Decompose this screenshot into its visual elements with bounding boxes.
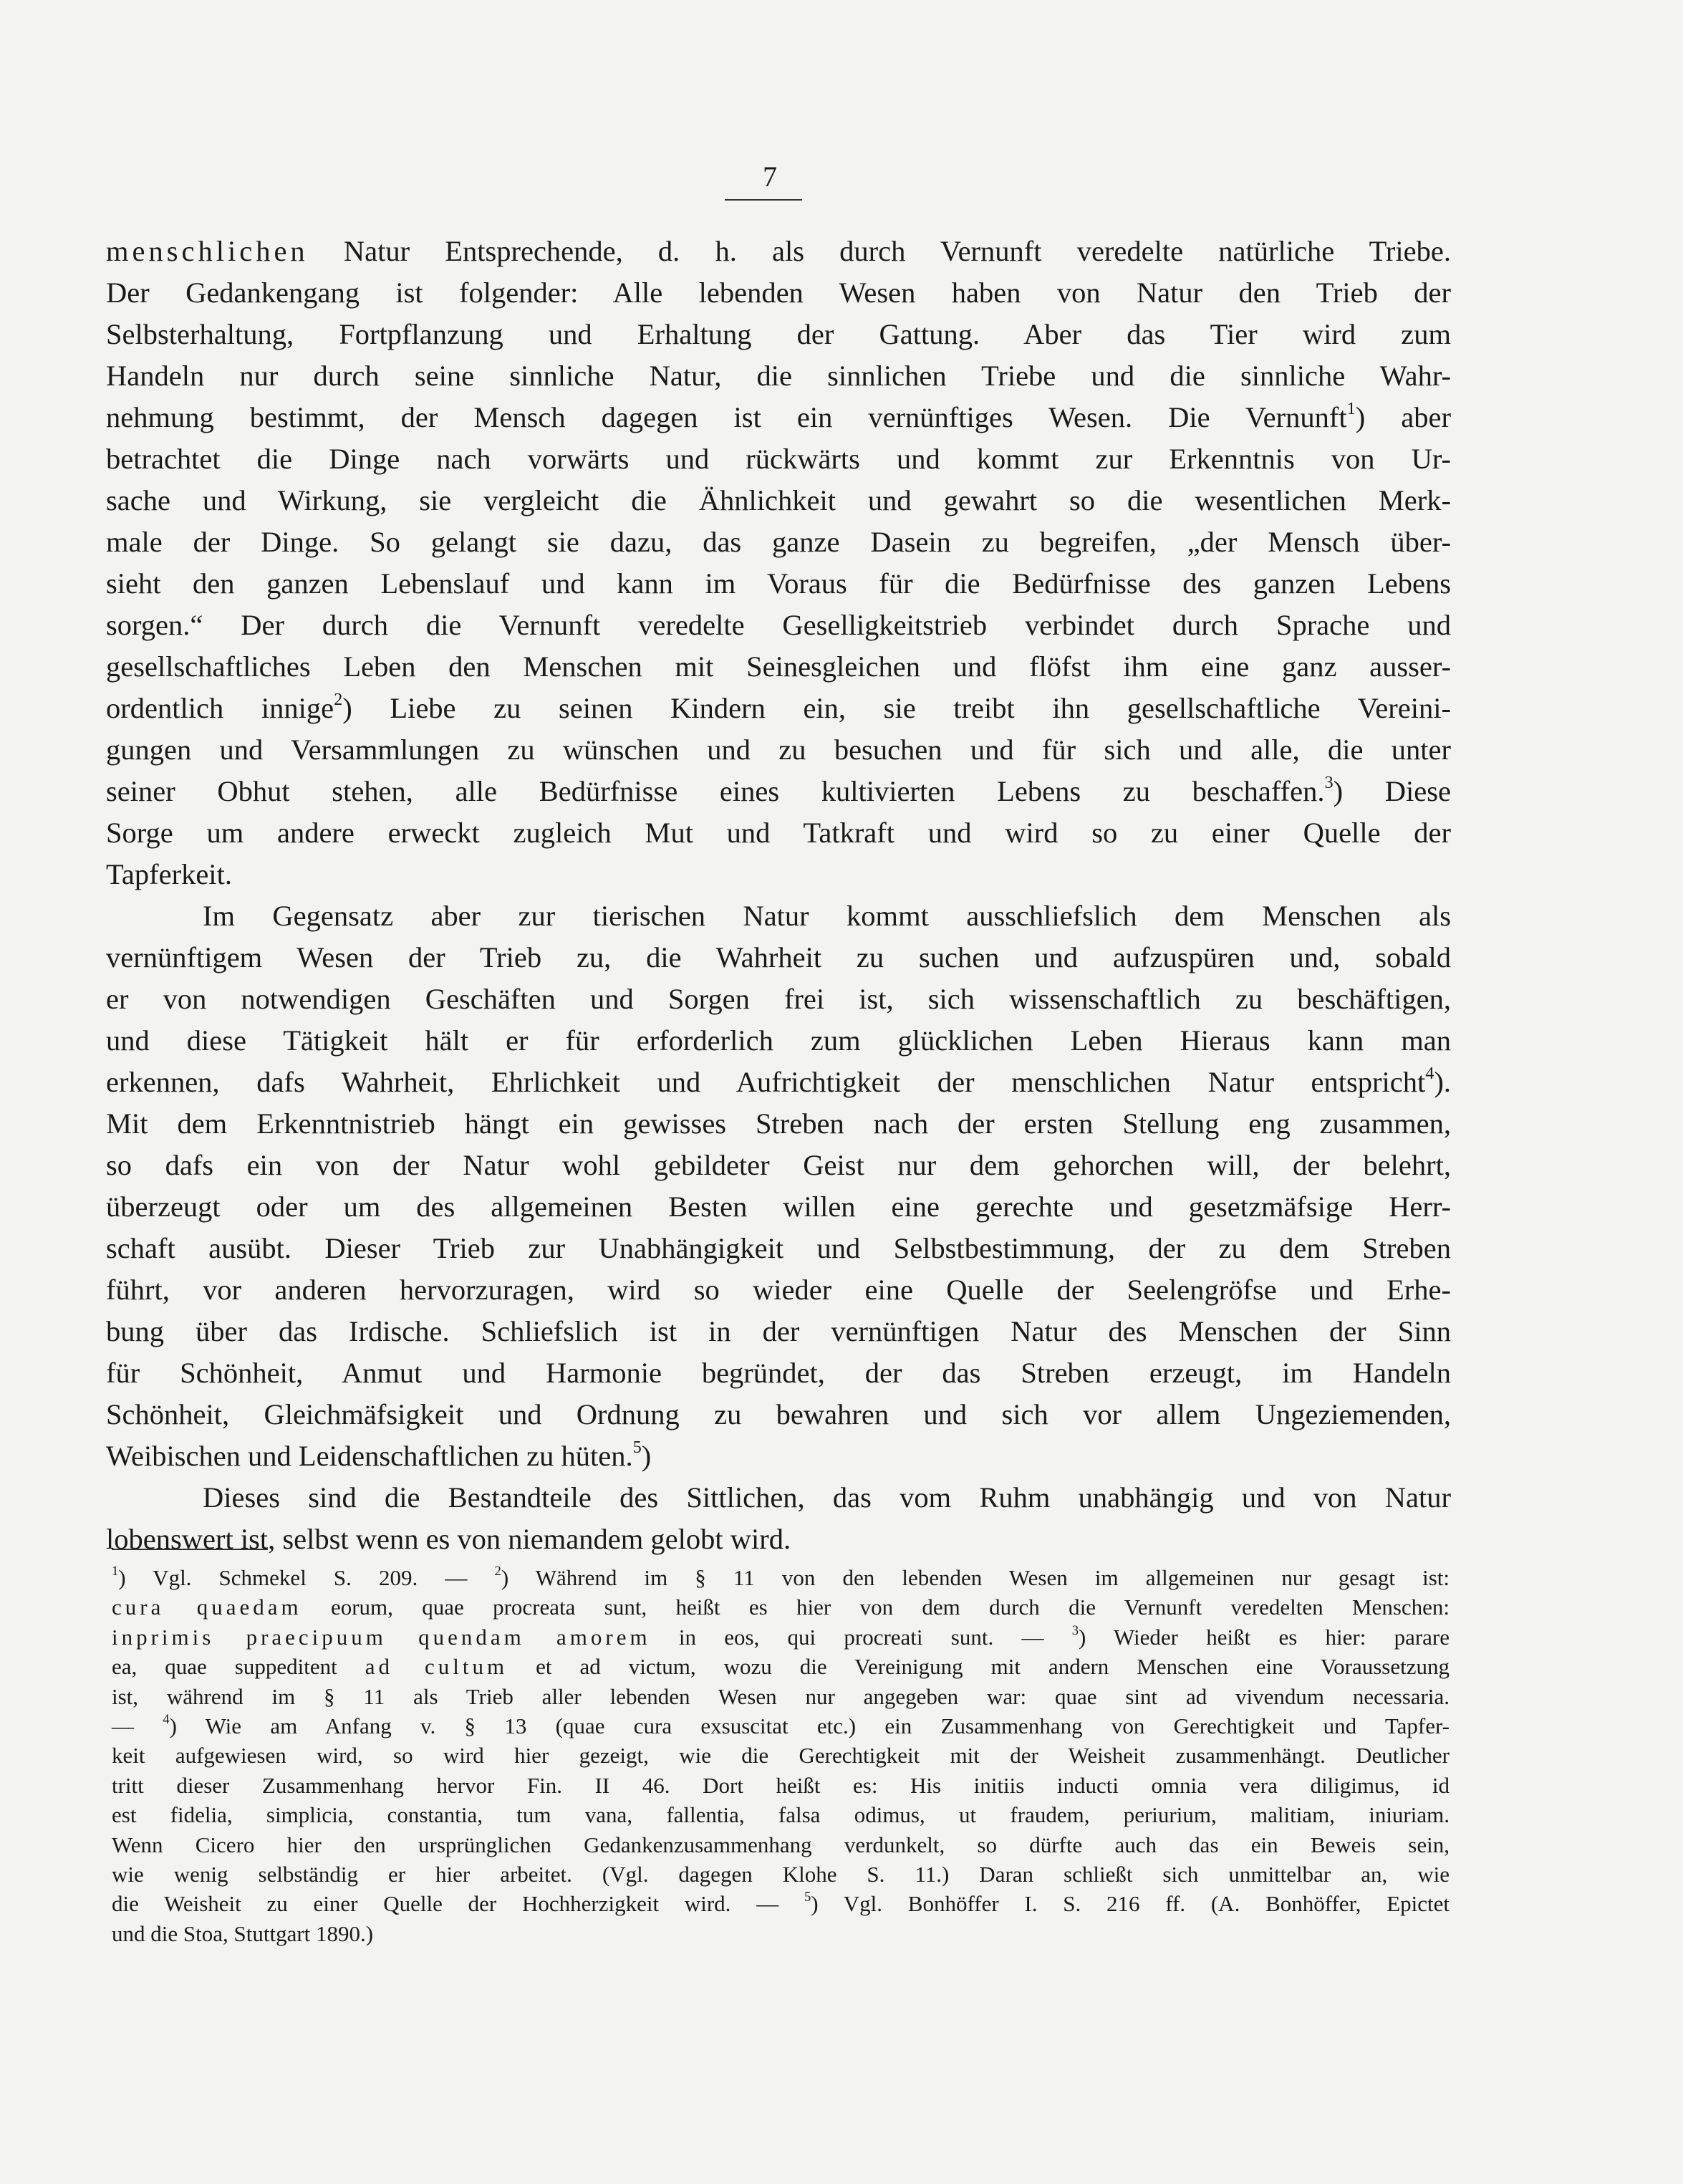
line-text: ) aber [1355,401,1451,433]
line-text: bung über das Irdische. Schliefslich ist in der vernünftigen Natur des Menschen der Sinn [106,1315,1451,1347]
footnote-line [112,1919,1450,1948]
line-text: lobenswert ist, selbst wenn es von niemandem gelobt wird. [106,1523,791,1555]
spaced-phrase: inprimis praecipuum quendam amorem [112,1624,651,1650]
line-text: Handeln nur durch seine sinnliche Natur, die sinnlichen Triebe und die sinnliche Wahr- [106,360,1451,392]
line-text: ordentlich innige [106,692,334,724]
text-line [106,1352,1451,1394]
text-line [106,1145,1451,1186]
footnote-text: — [112,1713,163,1739]
line-text: sache und Wirkung, sie vergleicht die Ähnlichkeit und gewahrt so die wesentlichen Merk- [106,484,1451,516]
footnote-rule [112,1549,268,1550]
text-line [106,646,1451,688]
footnote-line [112,1741,1450,1770]
footnote-text: ea, quae suppeditent [112,1654,365,1680]
line-text: führt, vor anderen hervorzuragen, wird so wieder eine Quelle der Seelengröfse und Erhe- [106,1274,1451,1306]
line-text: Der Gedankengang ist folgender: Alle lebenden Wesen haben von Natur den Trieb der [106,276,1451,309]
line-text: so dafs ein von der Natur wohl gebildeter Geist nur dem gehorchen will, der belehrt, [106,1149,1451,1181]
line-text: Schönheit, Gleichmäfsigkeit und Ordnung zu bewahren und sich vor allem Ungeziemenden, [106,1398,1451,1430]
text-line [106,605,1451,646]
footnote-line [112,1771,1450,1800]
line-text: Im Gegensatz aber zur tierischen Natur kommt ausschliefslich dem Menschen als [203,900,1451,932]
footnote-text: ) Wie am Anfang v. § 13 (quae cura exsuscitat etc.) ein Zusammenhang von Gerechtigkeit und Tapfer- [169,1713,1450,1739]
text-line [106,314,1451,355]
text-line [106,1435,1451,1477]
text-line [106,1062,1451,1103]
text-line [106,272,1451,314]
text-line [106,1228,1451,1269]
text-line [106,1477,1451,1519]
line-text: er von notwendigen Geschäften und Sorgen frei ist, sich wissenschaftlich zu beschäftigen, [106,983,1451,1015]
text-line [106,854,1451,895]
line-text: Dieses sind die Bestandteile des Sittlichen, das vom Ruhm unabhängig und von Natur [203,1481,1451,1514]
footnote-marker: 5 [632,1437,642,1457]
text-line [106,563,1451,605]
text-line [106,1020,1451,1062]
footnote-number: 2 [494,1564,501,1579]
footnote-marker: 3 [1324,772,1334,792]
line-text: sorgen.“ Der durch die Vernunft veredelte Geselligkeitstrieb verbindet durch Sprache und [106,609,1451,641]
footnote-number: 3 [1071,1622,1079,1638]
paragraph [106,1477,1451,1560]
text-line [106,1311,1451,1352]
line-text: sieht den ganzen Lebenslauf und kann im Voraus für die Bedürfnisse des ganzen Lebens [106,567,1451,600]
footnote-text: ) Vgl. Schmekel S. 209. — [118,1565,495,1590]
footnote-text: eorum, quae procreata sunt, heißt es hier von dem durch die Vernunft veredelten Menschen: [302,1594,1450,1620]
footnote-marker: 2 [334,689,343,709]
footnote-text: ) Vgl. Bonhöffer I. S. 216 ff. (A. Bonhöffer, Epictet [811,1891,1450,1917]
footnotes [112,1563,1450,1948]
footnote-text: keit aufgewiesen wird, so wird hier gezeigt, wie die Gerechtigkeit mit der Weisheit zusammenhängt. Deutlicher [112,1743,1450,1769]
text-line [106,1519,1451,1560]
line-text: Weibischen und Leidenschaftlichen zu hüten. [106,1440,633,1472]
footnote-number: 1 [112,1564,119,1579]
text-line [106,521,1451,563]
line-text: überzeugt oder um des allgemeinen Besten willen eine gerechte und gesetzmäfsige Herr- [106,1190,1451,1223]
text-line [106,729,1451,771]
line-text: Tapferkeit. [106,858,232,890]
main-text [106,231,1451,1560]
text-line [106,1186,1451,1228]
footnote-text: und die Stoa, Stuttgart 1890.) [112,1920,374,1946]
line-text: ) [641,1440,652,1472]
text-line [106,688,1451,729]
page-number-rule [725,199,802,201]
footnote-text: ) Während im § 11 von den lebenden Wesen im allgemeinen nur gesagt ist: [501,1565,1450,1590]
text-line [106,397,1451,438]
text-line [106,231,1451,272]
footnote-text: wie wenig selbständig er hier arbeitet. (Vgl. dagegen Klohe S. 11.) Daran schließt sich unmittelbar an, wie [112,1862,1450,1887]
paragraph [106,895,1451,1477]
line-text: gesellschaftliches Leben den Menschen mit Seinesgleichen und flöfst ihm eine ganz ausser- [106,650,1451,683]
line-text: ) Diese [1333,775,1451,807]
text-line [106,438,1451,480]
text-line [106,1103,1451,1145]
line-text: male der Dinge. So gelangt sie dazu, das ganze Dasein zu begreifen, „der Mensch über- [106,526,1451,558]
line-text: ). [1434,1066,1451,1098]
footnote-line [112,1711,1450,1741]
line-text: erkennen, dafs Wahrheit, Ehrlichkeit und Aufrichtigkeit der menschlichen Natur entspricht [106,1066,1426,1098]
footnote-line [112,1592,1450,1622]
paragraph [106,231,1451,895]
footnote-text: est fidelia, simplicia, constantia, tum vana, fallentia, falsa odimus, ut fraudem, periurium, malitiam, iniuriam. [112,1802,1450,1828]
footnote-text: Wenn Cicero hier den ursprünglichen Gedankenzusammenhang verdunkelt, so dürfte auch das ein Beweis sein, [112,1832,1450,1857]
spaced-word: menschlichen [106,235,309,267]
text-line [106,1269,1451,1311]
footnote-number: 4 [163,1712,170,1728]
text-line [106,895,1451,937]
footnote-number: 5 [804,1890,811,1905]
line-text: betrachtet die Dinge nach vorwärts und rückwärts und kommt zur Erkenntnis von Ur- [106,443,1451,475]
footnote-marker: 1 [1346,398,1356,418]
text-line [106,978,1451,1020]
footnote-marker: 4 [1425,1063,1434,1083]
text-line [106,355,1451,397]
text-line [106,1394,1451,1435]
line-text: für Schönheit, Anmut und Harmonie begründet, der das Streben erzeugt, im Handeln [106,1357,1451,1389]
line-text: ) Liebe zu seinen Kindern ein, sie treibt ihn gesellschaftliche Vereini- [342,692,1451,724]
line-text: schaft ausübt. Dieser Trieb zur Unabhängigkeit und Selbstbestimmung, der zu dem Streben [106,1232,1451,1264]
footnote-line [112,1860,1450,1889]
footnote-text: die Weisheit zu einer Quelle der Hochherzigkeit wird. — [112,1891,804,1917]
text-line [106,771,1451,812]
footnote-text: ist, während im § 11 als Trieb aller lebenden Wesen nur angegeben war: quae sint ad vivendum necessaria. [112,1683,1450,1709]
line-text: Sorge um andere erweckt zugleich Mut und Tatkraft und wird so zu einer Quelle der [106,817,1451,849]
footnote-line [112,1652,1450,1681]
footnote-line [112,1622,1450,1652]
line-text: nehmung bestimmt, der Mensch dagegen ist ein vernünftiges Wesen. Die Vernunft [106,401,1347,433]
line-text: und diese Tätigkeit hält er für erforderlich zum glücklichen Leben Hieraus kann man [106,1024,1451,1057]
line-text: Selbsterhaltung, Fortpflanzung und Erhaltung der Gattung. Aber das Tier wird zum [106,318,1451,350]
line-text: gungen und Versammlungen zu wünschen und zu besuchen und für sich und alle, die unter [106,733,1451,766]
text-line [106,480,1451,521]
spaced-phrase: ad cultum [365,1654,508,1680]
line-text: Natur Entsprechende, d. h. als durch Vernunft veredelte natürliche Triebe. [308,235,1451,267]
line-text: vernünftigem Wesen der Trieb zu, die Wahrheit zu suchen und aufzuspüren und, sobald [106,941,1451,973]
line-text: Mit dem Erkenntnistrieb hängt ein gewisses Streben nach der ersten Stellung eng zusammen, [106,1107,1451,1140]
text-line [106,937,1451,978]
footnote-line [112,1800,1450,1829]
footnote-line [112,1682,1450,1711]
footnote-text: tritt dieser Zusammenhang hervor Fin. II 46. Dort heißt es: His initiis inducti omnia vera diligimus, id [112,1772,1450,1798]
footnote-line [112,1830,1450,1860]
spaced-phrase: cura quaedam [112,1594,302,1620]
line-text: seiner Obhut stehen, alle Bedürfnisse eines kultivierten Lebens zu beschaffen. [106,775,1325,807]
text-line [106,812,1451,854]
page-number: 7 [763,160,777,193]
footnote-text: et ad victum, wozu die Vereinigung mit andern Menschen eine Voraussetzung [508,1654,1450,1680]
footnote-line [112,1889,1450,1918]
footnote-line [112,1563,1450,1592]
footnote-text: ) Wieder heißt es hier: parare [1079,1624,1450,1650]
footnote-text: in eos, qui procreati sunt. — [650,1624,1072,1650]
